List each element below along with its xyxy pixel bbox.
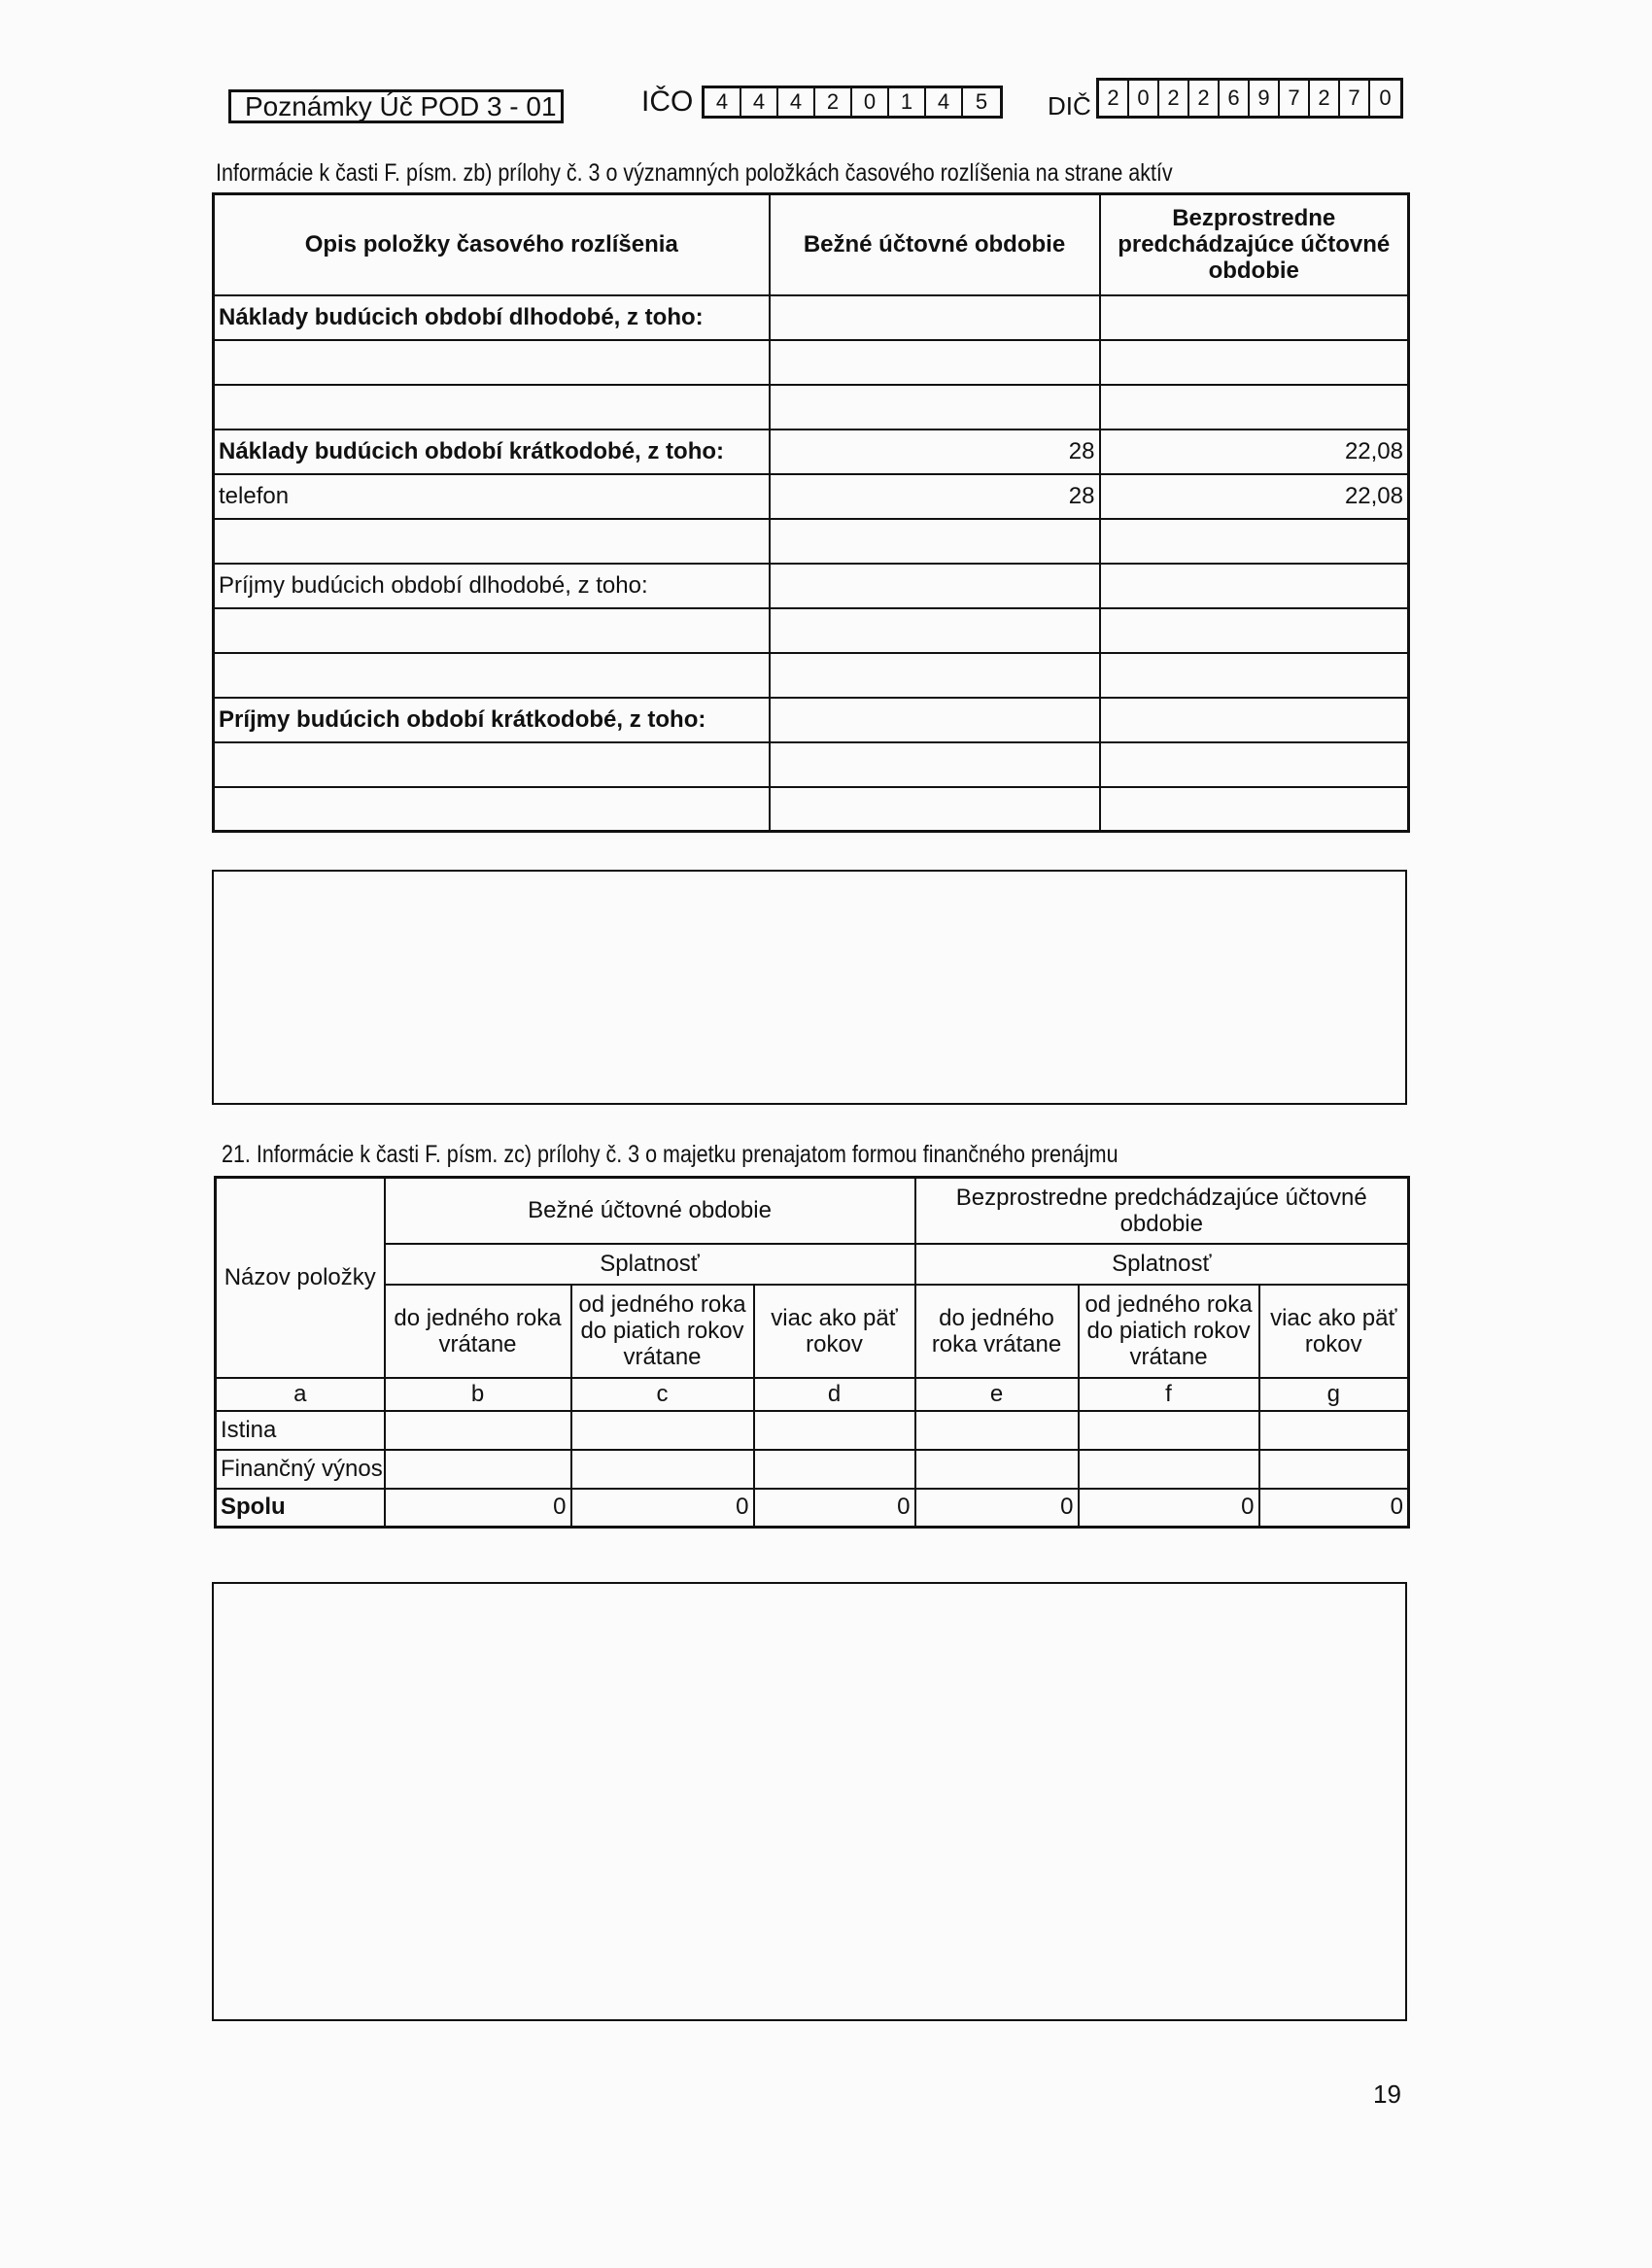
row-label: Istina — [216, 1411, 385, 1450]
table-row — [214, 698, 1409, 742]
digit-box: 4 — [705, 88, 741, 116]
previous-period-value[interactable] — [1100, 564, 1409, 608]
row-label — [214, 653, 770, 698]
previous-period-value[interactable] — [1100, 340, 1409, 385]
previous-period-value[interactable]: 22,08 — [1100, 430, 1409, 474]
notes-box-1[interactable] — [212, 870, 1407, 1105]
current-period-value[interactable] — [770, 340, 1100, 385]
current-period-value[interactable] — [770, 742, 1100, 787]
digit-box: 0 — [852, 88, 889, 116]
table-row — [214, 295, 1409, 340]
maturity-current: Splatnosť — [385, 1244, 915, 1285]
row-label: Príjmy budúcich období dlhodobé, z toho: — [214, 564, 770, 608]
digit-box: 4 — [778, 88, 815, 116]
form-title: Poznámky Úč POD 3 - 01 — [228, 89, 564, 123]
previous-period-value[interactable] — [1100, 385, 1409, 430]
digit-box: 7 — [1340, 81, 1370, 116]
col-header-description: Opis položky časového rozlíšenia — [214, 194, 770, 295]
digit-box: 4 — [926, 88, 963, 116]
table-row — [214, 474, 1409, 519]
lease-value[interactable] — [1259, 1411, 1409, 1450]
table-row — [214, 385, 1409, 430]
sub-prev-1-to-5: od jedného roka do piatich rokov vrátane — [1079, 1285, 1259, 1378]
digit-box: 5 — [975, 89, 988, 114]
lease-value[interactable]: 0 — [754, 1489, 915, 1528]
previous-period-value[interactable] — [1100, 295, 1409, 340]
digit-box: 7 — [1280, 81, 1310, 116]
table-row — [216, 1411, 1409, 1450]
digit-box: 1 — [889, 88, 926, 116]
previous-period-value[interactable] — [1100, 742, 1409, 787]
table-row — [214, 340, 1409, 385]
row-label: telefon — [214, 474, 770, 519]
column-letter: d — [754, 1378, 915, 1411]
current-period-value[interactable] — [770, 385, 1100, 430]
column-letter: c — [571, 1378, 754, 1411]
table-row — [214, 519, 1409, 564]
current-period-value[interactable]: 28 — [770, 474, 1100, 519]
sub-cur-over-5: viac ako päť rokov — [754, 1285, 915, 1378]
sub-prev-over-5: viac ako päť rokov — [1259, 1285, 1409, 1378]
page-number: 19 — [1373, 2079, 1401, 2109]
digit-box: 2 — [815, 88, 852, 116]
sub-cur-1-to-5: od jedného roka do piatich rokov vrátane — [571, 1285, 754, 1378]
lease-value[interactable] — [1079, 1411, 1259, 1450]
section1-title: Informácie k časti F. písm. zb) prílohy č. 3 o významných položkách časového rozlíšenia na strane aktív — [216, 159, 1173, 187]
lease-value[interactable]: 0 — [1259, 1489, 1409, 1528]
digit-box: 0 — [1379, 86, 1392, 110]
maturity-previous: Splatnosť — [915, 1244, 1409, 1285]
table-row — [214, 564, 1409, 608]
lease-value[interactable] — [385, 1411, 571, 1450]
row-label — [214, 385, 770, 430]
lease-value[interactable] — [754, 1411, 915, 1450]
row-label — [214, 742, 770, 787]
previous-period-value[interactable] — [1100, 653, 1409, 698]
table-row — [214, 608, 1409, 653]
current-period-value[interactable] — [770, 787, 1100, 832]
previous-period-value[interactable]: 22,08 — [1100, 474, 1409, 519]
current-period-value[interactable]: 28 — [770, 430, 1100, 474]
lease-value[interactable] — [1259, 1450, 1409, 1489]
current-period-value[interactable] — [770, 698, 1100, 742]
current-period-value[interactable] — [770, 295, 1100, 340]
row-label: Príjmy budúcich období krátkodobé, z toho: — [214, 698, 770, 742]
digit-box: 2 — [1189, 81, 1220, 116]
table-row — [214, 430, 1409, 474]
row-label: Náklady budúcich období krátkodobé, z toho: — [214, 430, 770, 474]
previous-period-value[interactable] — [1100, 698, 1409, 742]
column-letter: e — [915, 1378, 1079, 1411]
lease-value[interactable] — [754, 1450, 915, 1489]
previous-period-value[interactable] — [1100, 519, 1409, 564]
current-period-value[interactable] — [770, 653, 1100, 698]
lease-value[interactable] — [915, 1411, 1079, 1450]
digit-box: 2 — [1310, 81, 1340, 116]
lease-value[interactable] — [1079, 1450, 1259, 1489]
row-label — [214, 340, 770, 385]
current-period-value[interactable] — [770, 519, 1100, 564]
row-label — [214, 519, 770, 564]
lease-value[interactable]: 0 — [571, 1489, 754, 1528]
column-letter: a — [216, 1378, 385, 1411]
header-current-period: Bežné účtovné obdobie — [385, 1178, 915, 1244]
sub-cur-up-to-1: do jedného roka vrátane — [385, 1285, 571, 1378]
col-header-current: Bežné účtovné obdobie — [770, 194, 1100, 295]
table-row — [214, 653, 1409, 698]
lease-value[interactable]: 0 — [1079, 1489, 1259, 1528]
finance-lease-table — [214, 1176, 1410, 1529]
accruals-table — [212, 192, 1410, 833]
dic-digits — [1096, 78, 1403, 119]
table-row — [216, 1450, 1409, 1489]
digit-box: 6 — [1220, 81, 1250, 116]
digit-box: 9 — [1250, 81, 1280, 116]
digit-box: 0 — [1129, 81, 1159, 116]
lease-value[interactable]: 0 — [915, 1489, 1079, 1528]
row-label — [214, 787, 770, 832]
lease-value[interactable] — [571, 1450, 754, 1489]
col-header-item-name: Názov položky — [216, 1178, 385, 1378]
column-letter: b — [385, 1378, 571, 1411]
ico-label: IČO — [641, 86, 694, 118]
table-row — [214, 787, 1409, 832]
table-row — [214, 742, 1409, 787]
column-letter: f — [1079, 1378, 1259, 1411]
col-header-previous: Bezprostredne predchádzajúce účtovné obdobie — [1100, 194, 1409, 295]
row-label: Náklady budúcich období dlhodobé, z toho: — [214, 295, 770, 340]
digit-box: 2 — [1099, 81, 1129, 116]
previous-period-value[interactable] — [1100, 787, 1409, 832]
digit-box: 2 — [1159, 81, 1189, 116]
row-label: Finančný výnos — [216, 1450, 385, 1489]
dic-label: DIČ — [1048, 91, 1091, 120]
header-previous-period: Bezprostredne predchádzajúce účtovné obdobie — [915, 1178, 1409, 1244]
lease-value[interactable]: 0 — [385, 1489, 571, 1528]
current-period-value[interactable] — [770, 564, 1100, 608]
notes-box-2[interactable] — [212, 1582, 1407, 2021]
row-label: Spolu — [216, 1489, 385, 1528]
previous-period-value[interactable] — [1100, 608, 1409, 653]
section2-title: 21. Informácie k časti F. písm. zc) prílohy č. 3 o majetku prenajatom formou finančného prenájmu — [222, 1141, 1119, 1168]
lease-value[interactable] — [385, 1450, 571, 1489]
table-row — [216, 1489, 1409, 1528]
lease-value[interactable] — [571, 1411, 754, 1450]
sub-prev-up-to-1: do jedného roka vrátane — [915, 1285, 1079, 1378]
current-period-value[interactable] — [770, 608, 1100, 653]
digit-box: 4 — [741, 88, 778, 116]
column-letter: g — [1259, 1378, 1409, 1411]
lease-value[interactable] — [915, 1450, 1079, 1489]
row-label — [214, 608, 770, 653]
ico-digits — [702, 86, 1003, 119]
